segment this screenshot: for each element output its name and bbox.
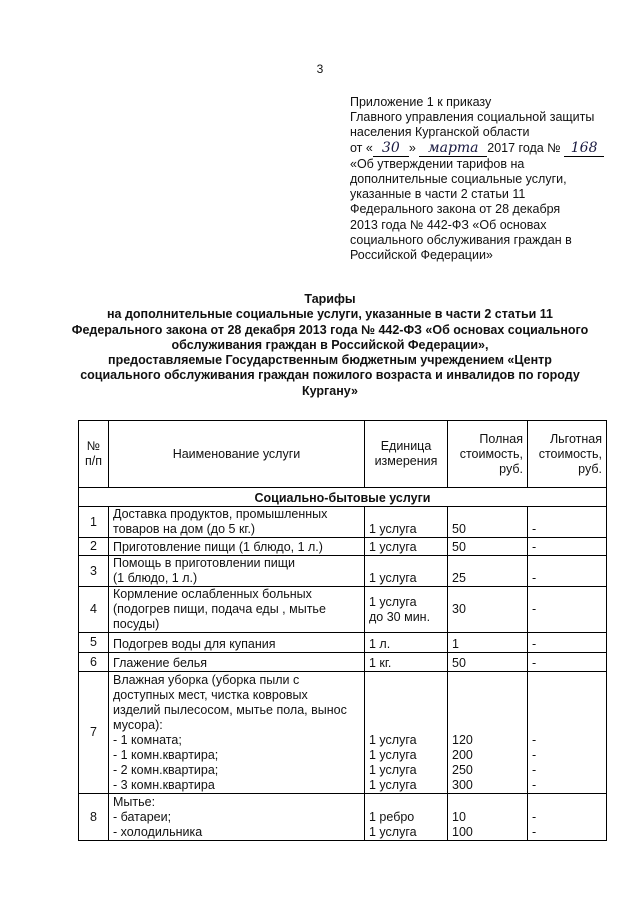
row-num: 7 <box>79 672 109 794</box>
table-header-row <box>79 421 607 488</box>
row-discount-cost: - - <box>528 794 607 841</box>
row-discount-cost: - <box>528 653 607 672</box>
title-heading: Тарифы <box>304 292 356 306</box>
table-row <box>79 672 607 794</box>
page-number: 3 <box>316 62 324 76</box>
header-discount-cost: Льготная стоимость, руб. <box>528 421 607 488</box>
date-day-handwritten: 30 <box>373 141 409 157</box>
document-title <box>60 292 600 399</box>
row-num: 2 <box>79 538 109 556</box>
approval-about-line: Российской Федерации» <box>350 248 493 263</box>
approval-line: Приложение 1 к приказу <box>350 95 492 109</box>
row-num: 4 <box>79 587 109 633</box>
row-full-cost: 50 <box>448 653 528 672</box>
row-name: Доставка продуктов, промышленных товаров на дом (до 5 кг.) <box>109 507 365 538</box>
row-num: 8 <box>79 794 109 841</box>
row-full-cost: 120 200 250 300 <box>448 672 528 794</box>
approval-line: населения Курганской области <box>350 125 530 140</box>
row-unit: 1 услуга до 30 мин. <box>365 587 448 633</box>
row-num: 5 <box>79 633 109 653</box>
row-name: Глажение белья <box>109 653 365 672</box>
row-num: 6 <box>79 653 109 672</box>
header-unit: Единица измерения <box>365 421 448 488</box>
row-unit: 1 ребро 1 услуга <box>365 794 448 841</box>
title-line: предоставляемые Государственным бюджетным учреждением «Центр <box>108 353 552 368</box>
row-full-cost: 50 <box>448 507 528 538</box>
title-line: социального обслуживания граждан пожилого возраста и инвалидов по городу <box>80 368 580 383</box>
row-name: Кормление ослабленных больных (подогрев пищи, подача еды , мытье посуды) <box>109 587 365 633</box>
approval-about-line: социального обслуживания граждан в <box>350 232 572 247</box>
row-unit: 1 услуга <box>365 507 448 538</box>
table-row <box>79 633 607 653</box>
row-full-cost: 10 100 <box>448 794 528 841</box>
tariffs-table <box>78 420 607 841</box>
approval-about-line: указанные в части 2 статьи 11 <box>350 187 526 202</box>
date-year: 2017 года № <box>487 140 561 155</box>
row-unit: 1 услуга <box>365 538 448 556</box>
title-line: на дополнительные социальные услуги, указанные в части 2 статьи 11 <box>106 307 554 322</box>
row-discount-cost: - - - - <box>528 672 607 794</box>
title-line: обслуживания граждан в Российской Федерации», <box>171 337 489 352</box>
header-name: Наименование услуги <box>109 421 365 488</box>
title-line: Федерального закона от 28 декабря 2013 года № 442-ФЗ «Об основах социального <box>71 322 589 337</box>
section-row <box>79 488 607 507</box>
row-num: 1 <box>79 507 109 538</box>
row-discount-cost: - <box>528 587 607 633</box>
row-discount-cost: - <box>528 538 607 556</box>
date-prefix: от « <box>350 140 373 155</box>
row-full-cost: 1 <box>448 633 528 653</box>
row-num: 3 <box>79 556 109 587</box>
date-mid: » <box>408 140 416 155</box>
header-num: № п/п <box>79 421 109 488</box>
table-row <box>79 653 607 672</box>
row-discount-cost: - <box>528 633 607 653</box>
approval-date-line <box>350 141 630 157</box>
table-row <box>79 794 607 841</box>
row-full-cost: 50 <box>448 538 528 556</box>
order-number-handwritten: 168 <box>564 141 604 157</box>
table-row <box>79 507 607 538</box>
approval-about-line: дополнительные социальные услуги, <box>350 172 567 187</box>
row-name: Подогрев воды для купания <box>109 633 365 653</box>
approval-about-line: Федерального закона от 28 декабря <box>350 202 561 217</box>
row-discount-cost: - <box>528 556 607 587</box>
row-full-cost: 30 <box>448 587 528 633</box>
row-unit: 1 услуга <box>365 556 448 587</box>
row-unit: 1 услуга 1 услуга 1 услуга 1 услуга <box>365 672 448 794</box>
approval-about-line: «Об утверждении тарифов на <box>350 156 525 171</box>
approval-line: Главного управления социальной защиты <box>350 110 595 125</box>
row-unit: 1 кг. <box>365 653 448 672</box>
row-name: Влажная уборка (уборка пыли с доступных мест, чистка ковровых изделий пылесосом, мытье пола, вынос мусора): - 1 комната; - 1 комн.квартира; - 2 комн.квартира; - 3 комн.квартира <box>109 672 365 794</box>
title-line: Кургану» <box>302 383 358 398</box>
row-discount-cost: - <box>528 507 607 538</box>
approval-about-line: 2013 года № 442-ФЗ «Об основах <box>350 217 547 232</box>
row-full-cost: 25 <box>448 556 528 587</box>
approval-about <box>350 157 630 263</box>
header-full-cost: Полная стоимость, руб. <box>448 421 528 488</box>
table-row <box>79 556 607 587</box>
row-name: Мытье: - батареи; - холодильника <box>109 794 365 841</box>
table-row <box>79 538 607 556</box>
section-title: Социально-бытовые услуги <box>79 488 607 507</box>
row-unit: 1 л. <box>365 633 448 653</box>
table-row <box>79 587 607 633</box>
approval-block <box>350 95 630 263</box>
date-month-handwritten: марта <box>419 141 487 157</box>
row-name: Помощь в приготовлении пищи (1 блюдо, 1 л.) <box>109 556 365 587</box>
row-name: Приготовление пищи (1 блюдо, 1 л.) <box>109 538 365 556</box>
